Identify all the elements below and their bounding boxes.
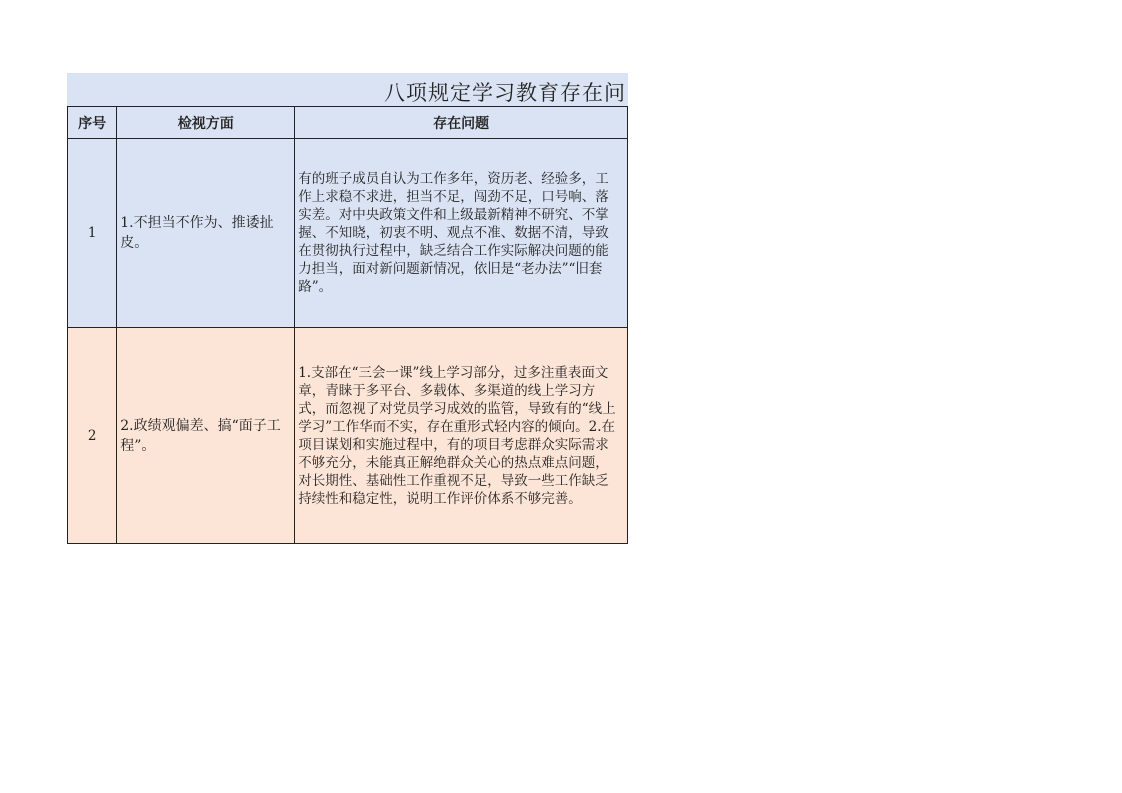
sheet-title: 八项规定学习教育存在问 xyxy=(384,81,626,105)
row-aspect: 2.政绩观偏差、搞“面子工程”。 xyxy=(117,328,295,544)
table-row xyxy=(68,328,628,544)
header-aspect: 检视方面 xyxy=(117,107,295,139)
row-seq: 2 xyxy=(68,328,117,544)
row-aspect: 1.不担当不作为、推诿扯皮。 xyxy=(117,139,295,328)
spreadsheet-print-page xyxy=(67,73,628,544)
row-issue: 有的班子成员自认为工作多年，资历老、经验多，工作上求稳不求进，担当不足，闯劲不足，口号响、落实差。对中央政策文件和上级最新精神不研究、不掌握、不知晓，初衷不明、观点不准、数据不清，导致在贯彻执行过程中，缺乏结合工作实际解决问题的能力担当，面对新问题新情况，依旧是“老办法”“旧套路”。 xyxy=(295,139,628,328)
table-row xyxy=(68,139,628,328)
header-issue: 存在问题 xyxy=(295,107,628,139)
header-row xyxy=(68,107,628,139)
title-row xyxy=(67,73,628,106)
issues-table xyxy=(67,106,628,544)
header-seq: 序号 xyxy=(68,107,117,139)
row-seq: 1 xyxy=(68,139,117,328)
row-issue: 1.支部在“三会一课”线上学习部分，过多注重表面文章，青睐于多平台、多载体、多渠道的线上学习方式，而忽视了对党员学习成效的监管，导致有的“线上学习”工作华而不实，存在重形式轻内容的倾向。2.在项目谋划和实施过程中，有的项目考虑群众实际需求不够充分，未能真正解绝群众关心的热点难点问题，对长期性、基础性工作重视不足，导致一些工作缺乏持续性和稳定性，说明工作评价体系不够完善。 xyxy=(295,328,628,544)
